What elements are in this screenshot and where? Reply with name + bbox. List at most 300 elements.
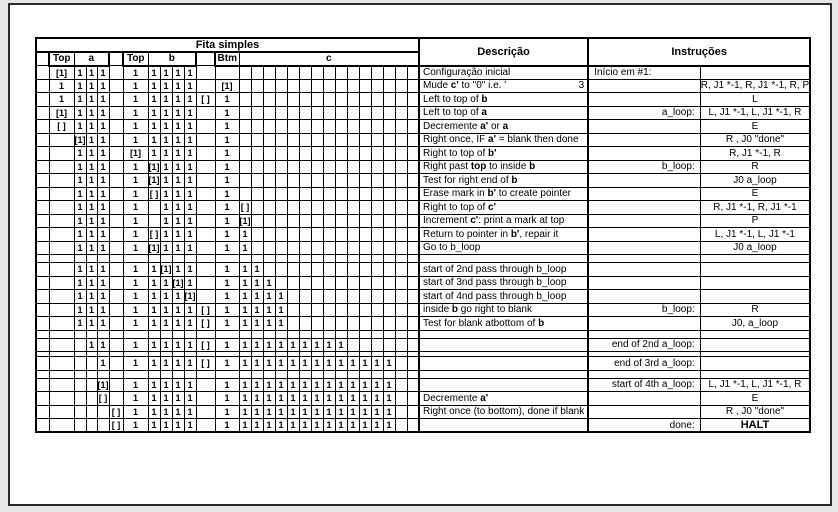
tape-cell: 1 bbox=[347, 357, 359, 371]
tape-cell: 1 bbox=[123, 201, 148, 215]
tape-cell bbox=[347, 201, 359, 215]
tape-cell bbox=[407, 303, 419, 317]
tape-cell bbox=[311, 303, 323, 317]
tape-cell bbox=[311, 160, 323, 174]
tape-cell bbox=[74, 357, 86, 371]
tape-cell: 1 bbox=[97, 214, 109, 228]
tape-cell bbox=[275, 160, 287, 174]
gap-header-1 bbox=[109, 52, 123, 66]
tape-cell: 1 bbox=[287, 338, 299, 352]
tape-cell bbox=[287, 276, 299, 290]
tape-cell bbox=[49, 405, 74, 419]
tape-cell bbox=[371, 290, 383, 304]
tape-cell: 1 bbox=[86, 214, 97, 228]
tape-cell bbox=[383, 201, 395, 215]
label-cell: b_loop: bbox=[588, 303, 700, 317]
tape-cell bbox=[359, 214, 371, 228]
tape-cell bbox=[263, 133, 275, 147]
label-cell: a_loop: bbox=[588, 106, 700, 120]
tape-head-cell: [1] bbox=[148, 242, 160, 253]
tape-cell bbox=[335, 174, 347, 188]
tape-cell bbox=[371, 317, 383, 331]
tape-cell bbox=[311, 290, 323, 304]
tape-cell bbox=[395, 133, 407, 147]
instruction-cell: L, J1 *-1, L, J1 *-1, R bbox=[700, 378, 810, 392]
description-cell bbox=[419, 357, 588, 371]
tape-cell: 1 bbox=[263, 338, 275, 352]
tape-cell bbox=[395, 79, 407, 93]
description-cell: Test for right end of b bbox=[419, 174, 588, 188]
tape-cell bbox=[395, 276, 407, 290]
label-cell bbox=[588, 263, 700, 277]
tape-cell bbox=[251, 93, 263, 107]
tape-cell: 1 bbox=[215, 276, 239, 290]
tape-cell bbox=[395, 405, 407, 419]
tape-cell bbox=[97, 405, 109, 419]
tape-cell: 1 bbox=[148, 120, 160, 134]
tape-cell bbox=[395, 419, 407, 433]
tape-cell bbox=[196, 120, 215, 134]
tape-cell: 1 bbox=[86, 241, 97, 255]
tape-cell: 1 bbox=[359, 357, 371, 371]
tape-cell bbox=[275, 263, 287, 277]
tape-cell bbox=[323, 160, 335, 174]
tape-cell bbox=[371, 263, 383, 277]
tape-cell bbox=[335, 214, 347, 228]
tape-head-cell: [ ] bbox=[196, 338, 215, 352]
tape-cell: 1 bbox=[160, 160, 172, 174]
tape-cell: 1 bbox=[184, 405, 196, 419]
instruction-cell: R, J1 *-1, R bbox=[700, 147, 810, 161]
tape-cell: 1 bbox=[86, 187, 97, 201]
tape-cell bbox=[371, 66, 383, 80]
tape-cell bbox=[263, 79, 275, 93]
tape-cell bbox=[335, 276, 347, 290]
tape-cell bbox=[407, 201, 419, 215]
tape-cell bbox=[311, 276, 323, 290]
tape-cell bbox=[407, 106, 419, 120]
tape-cell bbox=[109, 317, 123, 331]
tape-cell: 1 bbox=[239, 357, 251, 371]
tape-cell bbox=[347, 290, 359, 304]
tape-cell: 1 bbox=[239, 276, 251, 290]
tape-cell bbox=[109, 160, 123, 174]
instructions-header: Instruções bbox=[588, 38, 810, 66]
tape-cell bbox=[49, 214, 74, 228]
tape-cell: 1 bbox=[148, 106, 160, 120]
tape-cell: 1 bbox=[148, 66, 160, 80]
tape-cell: 1 bbox=[275, 405, 287, 419]
tape-cell bbox=[323, 93, 335, 107]
tape-cell: 1 bbox=[160, 228, 172, 242]
tape-cell: 1 bbox=[86, 66, 97, 80]
tape-cell bbox=[407, 378, 419, 392]
tape-cell: 1 bbox=[275, 303, 287, 317]
tape-cell bbox=[347, 241, 359, 255]
tape-cell bbox=[287, 147, 299, 161]
tape-cell bbox=[383, 106, 395, 120]
tape-cell bbox=[407, 392, 419, 406]
tape-head-cell: [1] bbox=[215, 79, 239, 93]
tape-cell bbox=[74, 338, 86, 352]
tape-row bbox=[36, 66, 810, 80]
tape-cell: 1 bbox=[148, 93, 160, 107]
tape-cell bbox=[287, 241, 299, 255]
description-cell: start of 2nd pass through b_loop bbox=[419, 263, 588, 277]
tape-cell bbox=[287, 228, 299, 242]
tape-row bbox=[36, 378, 810, 392]
tape-cell: 1 bbox=[184, 187, 196, 201]
label-cell bbox=[588, 201, 700, 215]
tape-cell: 1 bbox=[86, 106, 97, 120]
tape-cell: 1 bbox=[160, 392, 172, 406]
tape-cell bbox=[36, 357, 49, 371]
tape-cell: 1 bbox=[74, 120, 86, 134]
tape-head-cell: [1] bbox=[123, 147, 148, 161]
tape-cell: 1 bbox=[86, 160, 97, 174]
tape-cell: 1 bbox=[251, 338, 263, 352]
tape-cell bbox=[74, 378, 86, 392]
tape-cell: 1 bbox=[239, 405, 251, 419]
tape-cell bbox=[86, 378, 97, 392]
tape-cell bbox=[407, 187, 419, 201]
tape-row bbox=[36, 357, 810, 371]
tape-cell bbox=[36, 66, 49, 80]
tape-head-cell: [1] bbox=[74, 134, 86, 145]
tape-cell: 1 bbox=[148, 79, 160, 93]
tape-cell: 1 bbox=[148, 276, 160, 290]
tape-row bbox=[36, 120, 810, 134]
tape-cell bbox=[196, 419, 215, 433]
tape-row bbox=[36, 419, 810, 433]
instruction-cell: HALT bbox=[700, 419, 810, 433]
tape-cell bbox=[395, 317, 407, 331]
tape-cell: 1 bbox=[184, 392, 196, 406]
tape-row bbox=[36, 263, 810, 277]
tape-cell bbox=[97, 419, 109, 433]
tape-cell: 1 bbox=[335, 392, 347, 406]
tape-cell bbox=[299, 317, 311, 331]
tape-cell bbox=[36, 228, 49, 242]
tape-cell bbox=[251, 174, 263, 188]
tape-cell: 1 bbox=[215, 147, 239, 161]
tape-cell bbox=[395, 187, 407, 201]
tape-cell bbox=[109, 241, 123, 255]
tape-cell bbox=[407, 120, 419, 134]
tape-cell bbox=[251, 147, 263, 161]
tape-cell: 1 bbox=[172, 79, 184, 93]
tape-cell: 1 bbox=[148, 317, 160, 331]
tape-cell bbox=[311, 147, 323, 161]
description-cell bbox=[419, 338, 588, 352]
description-cell: Right past top to inside b bbox=[419, 160, 588, 174]
tape-cell: 1 bbox=[97, 317, 109, 331]
label-cell bbox=[588, 290, 700, 304]
tape-cell bbox=[109, 338, 123, 352]
tape-cell bbox=[49, 187, 74, 201]
instruction-cell bbox=[700, 290, 810, 304]
tape-row bbox=[36, 276, 810, 290]
tape-cell: 1 bbox=[287, 392, 299, 406]
tape-cell: 1 bbox=[160, 241, 172, 255]
tape-cell: 1 bbox=[97, 147, 109, 161]
tape-cell bbox=[335, 147, 347, 161]
tape-cell bbox=[239, 160, 251, 174]
tape-cell bbox=[275, 93, 287, 107]
tape-cell bbox=[359, 93, 371, 107]
tape-cell bbox=[109, 187, 123, 201]
tape-cell bbox=[196, 160, 215, 174]
tape-cell bbox=[299, 201, 311, 215]
tape-cell: 1 bbox=[335, 338, 347, 352]
instruction-cell: L bbox=[700, 93, 810, 107]
tape-cell: 1 bbox=[275, 357, 287, 371]
tape-cell: 1 bbox=[184, 93, 196, 107]
tape-cell bbox=[371, 303, 383, 317]
tape-cell: 1 bbox=[347, 419, 359, 433]
tape-cell: 1 bbox=[335, 378, 347, 392]
label-cell bbox=[588, 241, 700, 255]
description-cell: start of 3nd pass through b_loop bbox=[419, 276, 588, 290]
tape-cell bbox=[359, 147, 371, 161]
tape-cell bbox=[251, 187, 263, 201]
tape-cell: 1 bbox=[172, 317, 184, 331]
tape-cell: 1 bbox=[148, 357, 160, 371]
tape-cell: 1 bbox=[184, 241, 196, 255]
instruction-cell bbox=[700, 276, 810, 290]
tape-cell: 1 bbox=[123, 405, 148, 419]
tape-cell bbox=[109, 303, 123, 317]
tape-cell bbox=[49, 241, 74, 255]
tape-head-cell: [ ] bbox=[149, 188, 159, 199]
tape-cell: 1 bbox=[86, 174, 97, 188]
tape-cell bbox=[347, 214, 359, 228]
label-cell bbox=[588, 147, 700, 161]
tape-cell: 1 bbox=[86, 263, 97, 277]
tape-cell bbox=[109, 66, 123, 80]
tape-cell: 1 bbox=[239, 317, 251, 331]
tape-cell bbox=[74, 419, 86, 433]
tape-cell: 1 bbox=[287, 419, 299, 433]
tape-cell bbox=[347, 338, 359, 352]
tape-cell: 1 bbox=[97, 228, 109, 242]
tape-cell: 1 bbox=[148, 419, 160, 433]
tape-cell bbox=[299, 276, 311, 290]
label-cell bbox=[588, 187, 700, 201]
tape-cell bbox=[383, 93, 395, 107]
tape-cell bbox=[275, 133, 287, 147]
instruction-cell: J0, a_loop bbox=[700, 317, 810, 331]
tape-row bbox=[36, 228, 810, 242]
tape-cell: 1 bbox=[323, 419, 335, 433]
tape-cell bbox=[36, 317, 49, 331]
tape-cell bbox=[196, 174, 215, 188]
tape-cell bbox=[335, 263, 347, 277]
tape-cell bbox=[86, 392, 97, 406]
tape-cell bbox=[196, 392, 215, 406]
tape-cell: 1 bbox=[251, 276, 263, 290]
tape-cell: 1 bbox=[123, 106, 148, 120]
tape-cell: 1 bbox=[86, 317, 97, 331]
tape-cell bbox=[109, 93, 123, 107]
tape-cell: 1 bbox=[383, 405, 395, 419]
tape-cell bbox=[263, 187, 275, 201]
tape-cell bbox=[359, 290, 371, 304]
tape-cell: 1 bbox=[123, 357, 148, 371]
tape-cell: 1 bbox=[148, 133, 160, 147]
label-cell bbox=[588, 133, 700, 147]
tape-cell bbox=[239, 147, 251, 161]
tape-row bbox=[36, 106, 810, 120]
tape-cell: 1 bbox=[215, 174, 239, 188]
tape-cell bbox=[407, 147, 419, 161]
tape-cell bbox=[196, 290, 215, 304]
tape-cell bbox=[335, 317, 347, 331]
tape-cell bbox=[299, 120, 311, 134]
label-cell bbox=[588, 405, 700, 419]
tape-cell bbox=[395, 93, 407, 107]
tape-cell: 1 bbox=[97, 290, 109, 304]
tape-cell: 1 bbox=[74, 276, 86, 290]
tape-cell bbox=[335, 303, 347, 317]
instruction-cell bbox=[700, 66, 810, 80]
tape-cell: 1 bbox=[148, 405, 160, 419]
tape-head-cell: [1] bbox=[172, 277, 184, 288]
tape-cell: 1 bbox=[86, 338, 97, 352]
tape-cell: 1 bbox=[160, 147, 172, 161]
tape-cell: 1 bbox=[263, 276, 275, 290]
tape-cell: 1 bbox=[275, 378, 287, 392]
tape-cell bbox=[371, 276, 383, 290]
tape-cell: 1 bbox=[97, 160, 109, 174]
tape-cell: 1 bbox=[323, 338, 335, 352]
description-cell: Mude c' to "0" i.e. ' 3 bbox=[419, 79, 588, 93]
tape-cell: 1 bbox=[74, 303, 86, 317]
tape-cell: 1 bbox=[74, 147, 86, 161]
description-cell: start of 4nd pass through b_loop bbox=[419, 290, 588, 304]
tape-cell: 1 bbox=[215, 290, 239, 304]
instruction-cell: E bbox=[700, 392, 810, 406]
tape-cell: 1 bbox=[160, 303, 172, 317]
tape-cell bbox=[251, 133, 263, 147]
label-cell bbox=[588, 276, 700, 290]
tape-cell: 1 bbox=[215, 378, 239, 392]
tape-cell bbox=[347, 66, 359, 80]
description-cell: Right once, IF a' = blank then done bbox=[419, 133, 588, 147]
tape-cell: 1 bbox=[251, 303, 263, 317]
tape-cell bbox=[347, 276, 359, 290]
tape-cell bbox=[335, 120, 347, 134]
tape-cell bbox=[109, 79, 123, 93]
tape-cell: 1 bbox=[311, 392, 323, 406]
tape-cell bbox=[359, 263, 371, 277]
tape-cell bbox=[347, 317, 359, 331]
tape-cell: 1 bbox=[123, 160, 148, 174]
tape-cell: 1 bbox=[251, 263, 263, 277]
tape-cell bbox=[383, 338, 395, 352]
tape-cell: 1 bbox=[263, 303, 275, 317]
tape-cell bbox=[407, 338, 419, 352]
tape-cell bbox=[371, 160, 383, 174]
tape-cell: 1 bbox=[184, 120, 196, 134]
tape-cell: 1 bbox=[97, 357, 109, 371]
desc-overflow-fragment: 3 bbox=[578, 80, 585, 92]
tape-cell: 1 bbox=[323, 378, 335, 392]
tape-cell: 1 bbox=[287, 405, 299, 419]
tape-cell: 1 bbox=[148, 378, 160, 392]
tape-cell bbox=[395, 201, 407, 215]
label-cell bbox=[588, 93, 700, 107]
tape-cell bbox=[299, 241, 311, 255]
tape-cell bbox=[287, 201, 299, 215]
tape-cell: 1 bbox=[123, 338, 148, 352]
tape-cell: 1 bbox=[251, 290, 263, 304]
tape-cell: 1 bbox=[184, 317, 196, 331]
tape-cell: 1 bbox=[74, 228, 86, 242]
tape-cell bbox=[49, 357, 74, 371]
tape-head-cell: [ ] bbox=[109, 419, 123, 433]
tape-cell: 1 bbox=[215, 187, 239, 201]
tape-cell bbox=[49, 147, 74, 161]
tape-cell bbox=[407, 290, 419, 304]
tape-cell bbox=[299, 133, 311, 147]
label-cell: start of 4th a_loop: bbox=[588, 378, 700, 392]
tape-cell bbox=[395, 378, 407, 392]
tape-cell bbox=[407, 357, 419, 371]
tape-cell bbox=[36, 392, 49, 406]
tape-cell: 1 bbox=[172, 303, 184, 317]
tape-cell: 1 bbox=[251, 392, 263, 406]
tape-cell bbox=[299, 214, 311, 228]
tape-head-cell: [1] bbox=[148, 175, 160, 186]
tape-cell: 1 bbox=[123, 276, 148, 290]
tape-cell bbox=[49, 160, 74, 174]
tape-cell bbox=[323, 201, 335, 215]
tape-head-cell: [1] bbox=[239, 215, 251, 226]
tape-cell bbox=[359, 338, 371, 352]
tape-cell bbox=[275, 66, 287, 80]
tape-cell bbox=[239, 79, 251, 93]
tape-cell bbox=[371, 79, 383, 93]
spacer-row bbox=[36, 255, 810, 263]
tape-cell bbox=[407, 174, 419, 188]
tape-cell bbox=[36, 120, 49, 134]
tape-cell bbox=[299, 303, 311, 317]
tape-cell bbox=[371, 174, 383, 188]
tape-cell bbox=[196, 147, 215, 161]
tape-cell bbox=[407, 79, 419, 93]
tape-cell bbox=[275, 174, 287, 188]
tape-cell bbox=[347, 160, 359, 174]
tape-cell: 1 bbox=[74, 290, 86, 304]
col-header-top-a: Top bbox=[49, 52, 74, 66]
label-cell bbox=[588, 392, 700, 406]
tape-cell: 1 bbox=[160, 317, 172, 331]
tape-cell bbox=[407, 160, 419, 174]
tape-head-cell: [ ] bbox=[49, 120, 74, 134]
tape-cell: 1 bbox=[123, 378, 148, 392]
tape-cell bbox=[196, 263, 215, 277]
tape-cell: 1 bbox=[335, 357, 347, 371]
tape-cell bbox=[311, 93, 323, 107]
tape-cell: 1 bbox=[239, 241, 251, 255]
tape-cell bbox=[275, 79, 287, 93]
tape-cell: 1 bbox=[160, 133, 172, 147]
tape-cell bbox=[323, 187, 335, 201]
tape-cell bbox=[299, 93, 311, 107]
label-cell: end of 2nd a_loop: bbox=[588, 338, 700, 352]
tape-cell: 1 bbox=[335, 419, 347, 433]
